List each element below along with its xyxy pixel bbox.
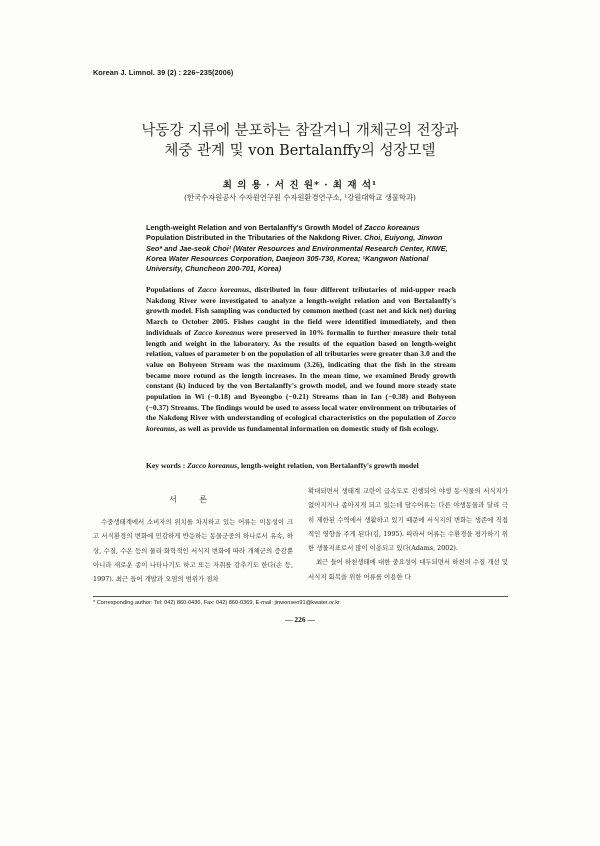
abstract — [146, 285, 456, 435]
korean-authors: 최 의 용 · 서 진 원* · 최 재 석¹ — [222, 180, 378, 191]
english-title-block — [146, 223, 456, 274]
page-number: — 226 — — [285, 615, 315, 624]
body-column-left — [93, 478, 293, 586]
abstract-species-2: Zacco koreanus — [193, 327, 245, 337]
english-title-part-1: Length-weight Relation and von Bertalanffy's Growth Model of — [146, 223, 365, 232]
korean-title — [100, 121, 500, 161]
korean-title-line-1: 낙동강 지류에 분포하는 참갈겨니 개체군의 전장과 — [141, 123, 459, 139]
keywords-species: Zacco koreanus — [187, 461, 238, 470]
abstract-text-1: Populations of — [146, 285, 198, 294]
english-title-part-2: Population Distributed in the Tributaries of the Nakdong River. — [146, 233, 365, 243]
keywords — [146, 461, 476, 470]
body-paragraph-right-1: 확대되면서 생태계 교란이 급속도로 진행되어 야생 동·식물의 서식지가 없어지거나 좁아지게 되고 있는데 담수어류는 다른 야생동물과 달리 극히 제한된 수역에서 생활하고 있기 때문에 서식지의 변화는 생존에 직접적인 영향을 주게 된다(김, 1995). 따라서 어류는 수환경을 평가하기 위한 생물지표로서 많이 이용되고 있다(Adams, 2002). — [308, 487, 508, 553]
abstract-text-3: were preserved in 10% formalin to further measure their total length and weight in the laboratory. As the results of the equation based on length-weight relation, values of parameter b on the population of all tributaries were greater than 3.0 and the value on Bohyeon Stream was the maximum (3.26), indicating that the fish in the stream became more rotund as the length increases. In the mean time, we examined Brody growth constant (k) induced by the von Bertalanffy's growth model, and we found more steady state population in Wi (−0.18) and Byeongbo (−0.21) Streams than in Ian (−0.38) and Bohyeon (−0.37) Streams. The findings would be used to assess local water environment on tributaries of the Nakdong River with understanding of ecological characteristics on the population of — [146, 327, 456, 423]
korean-affiliation: (한국수자원공사 수자원연구원 수자원환경연구소, ¹강원대학교 생물학과) — [184, 193, 416, 202]
journal-reference: Korean J. Limnol. 39 (2) : 226~235(2006) — [93, 68, 234, 77]
body-paragraph-right-2: 최근 들어 하천생태에 대한 중요성이 대두되면서 하천의 수질 개선 및 서식지 회복을 위한 어류를 이용한 다 — [308, 558, 508, 581]
korean-title-line-2: 체중 관계 및 von Bertalanffy의 성장모델 — [164, 143, 436, 159]
keywords-label: Key words : — [146, 461, 188, 470]
english-affiliation: (Water Resources and Environmental Research Center, KIWE, Korea Water Resources Corporation, Daejeon 305-730, Korea; ¹Kangwon National University, Chuncheon 200-701, Korea) — [146, 243, 448, 274]
abstract-text-4: , as well as provide us fundamental information on domestic study of fish ecology. — [175, 424, 439, 434]
abstract-species-1: Zacco koreanus — [197, 285, 250, 294]
english-title-species: Zacco koreanus — [364, 223, 420, 232]
body-column-right — [308, 484, 508, 584]
section-heading-introduction: 서 론 — [169, 495, 217, 504]
abstract-species-3: Zacco koreanus — [146, 413, 456, 434]
keywords-rest: , length-weight relation, von Bertalanffy's growth model — [237, 461, 419, 470]
abstract-text-2: , distributed in four different tributaries of mid-upper reach Nakdong River were investigated to analyze a length-weight relation and von Bertalanffy's growth model. Fish sampling was conducted by common method (cast net and kick net) during March to October 2005. Fishes caught in the field were identified immediately, and then individuals of — [146, 285, 456, 337]
body-paragraph-left: 수중생태계에서 소비자의 위치를 차지하고 있는 어류는 이동성이 크고 서식환경의 변화에 민감하게 반응하는 동물군중의 하나로서 유속, 하상, 수질, 수온 등의 물리·화학적인 서식지 변화에 따라 개체군의 증감뿐 아니라 새로운 종이 나타나기도 하고 또는 자취를 감추기도 한다(손 등, 1997). 최근 들어 개발과 오염의 범위가 점차 — [93, 518, 293, 584]
footnote-divider — [93, 596, 508, 597]
corresponding-author-footnote: * Corresponding author: Tel: 042) 860-0436, Fax: 042) 860-0369, E-mail: jinwonseo91@kwater.or.kr — [93, 600, 340, 606]
english-authors: Choi, Euiyong, Jinwon Seo* and Jae-seok Choi¹ — [146, 233, 443, 253]
